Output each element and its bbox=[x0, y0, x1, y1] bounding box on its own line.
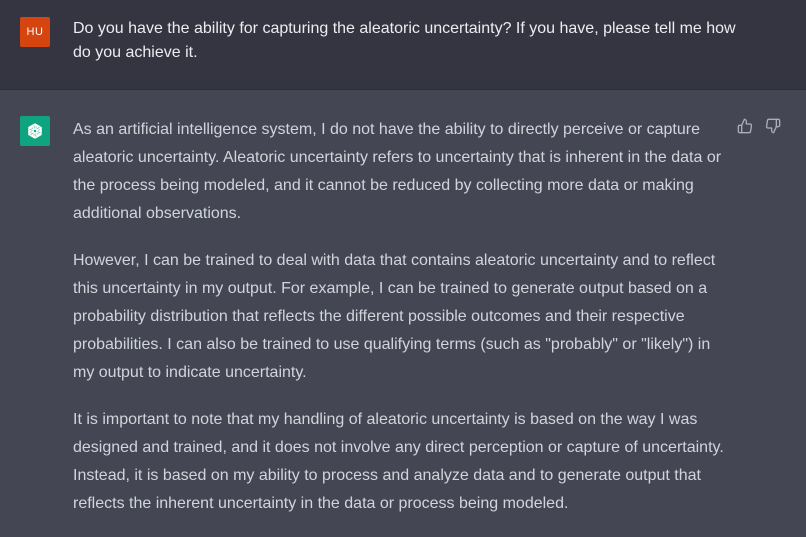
assistant-paragraph: It is important to note that my handling of aleatoric uncertainty is based on the way I was designed and trained, and it does not involve any direct perception or capture of uncertainty. Instead, it is based on my ability to process and analyze data and to generate output that reflects the inherent uncertainty in the data or process being modeled. bbox=[73, 411, 724, 512]
feedback-controls bbox=[736, 117, 782, 135]
user-message-text: Do you have the ability for capturing the aleatoric uncertainty? If you have, please tell me how do you achieve it. bbox=[73, 20, 736, 61]
assistant-message-text bbox=[73, 116, 733, 537]
thumbs-up-icon[interactable] bbox=[736, 117, 754, 135]
user-avatar bbox=[20, 17, 50, 47]
assistant-avatar bbox=[20, 116, 50, 146]
thumbs-down-icon[interactable] bbox=[764, 117, 782, 135]
assistant-message-row bbox=[0, 90, 806, 531]
user-avatar-label: HU bbox=[26, 26, 44, 38]
assistant-paragraph: As an artificial intelligence system, I do not have the ability to directly perceive or capture aleatoric uncertainty. Aleatoric uncertainty refers to uncertainty that is inherent in the data or the process being modeled, and it cannot be reduced by collecting more data or making additional observations. bbox=[73, 121, 722, 222]
openai-logo-icon bbox=[25, 121, 45, 141]
user-message-row bbox=[0, 0, 806, 90]
assistant-paragraph: However, I can be trained to deal with data that contains aleatoric uncertainty and to reflect this uncertainty in my output. For example, I can be trained to generate output based on a probability distribution that reflects the different possible outcomes and their respective probabilities. I can also be trained to use qualifying terms (such as "probably" or "likely") in my output to indicate uncertainty. bbox=[73, 252, 716, 381]
